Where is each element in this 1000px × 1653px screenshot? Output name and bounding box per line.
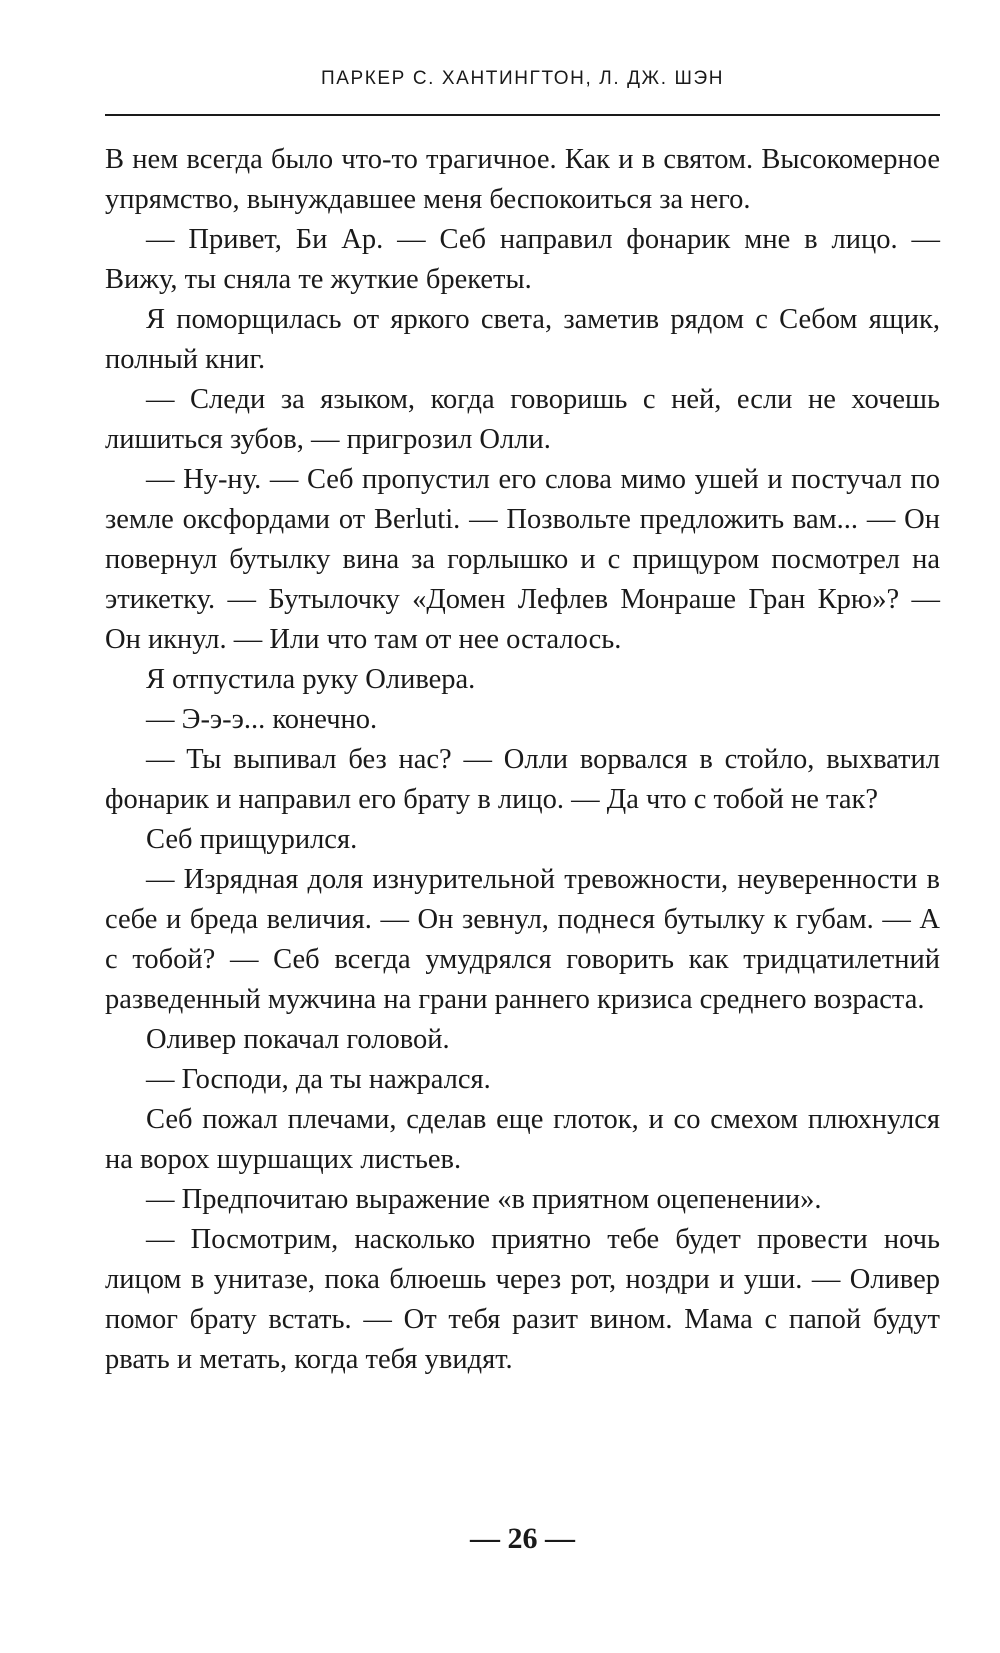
paragraph: — Изрядная доля изнурительной тревожности, неуверенности в себе и бреда величия. — Он зевнул, поднеся бутылку к губам. — А с тобой? — Себ всегда умудрялся говорить как тридцатилетний разведенный мужчина на грани раннего кризиса среднего возраста.: [105, 864, 940, 1015]
paragraph: — Посмотрим, насколько приятно тебе будет провести ночь лицом в унитазе, пока блюешь через рот, ноздри и уши. — Оливер помог брату встать. — От тебя разит вином. Мама с папой будут рвать и метать, когда тебя увидят.: [105, 1224, 940, 1375]
paragraph: Себ прищурился.: [146, 824, 358, 855]
book-page: [105, 0, 940, 1653]
paragraph: Я поморщилась от яркого света, заметив рядом с Себом ящик, полный книг.: [105, 304, 940, 375]
paragraph: В нем всегда было что-то трагичное. Как и в святом. Высокомерное упрямство, вынуждавшее меня беспокоиться за него.: [105, 144, 940, 215]
paragraph: — Следи за языком, когда говоришь с ней, если не хочешь лишиться зубов, — пригрозил Олли.: [105, 384, 940, 455]
paragraph: — Предпочитаю выражение «в приятном оцепенении».: [146, 1184, 822, 1215]
body-text: [105, 140, 940, 1380]
paragraph: — Господи, да ты нажрался.: [146, 1064, 491, 1095]
header-rule: [105, 114, 940, 116]
paragraph: — Привет, Би Ар. — Себ направил фонарик мне в лицо. — Вижу, ты сняла те жуткие брекеты.: [105, 224, 940, 295]
paragraph: Себ пожал плечами, сделав еще глоток, и со смехом плюхнулся на ворох шуршащих листьев.: [105, 1104, 940, 1175]
running-head-authors: ПАРКЕР С. ХАНТИНГТОН, Л. ДЖ. ШЭН: [320, 68, 725, 89]
paragraph: Оливер покачал головой.: [146, 1024, 450, 1055]
paragraph: — Ты выпивал без нас? — Олли ворвался в стойло, выхватил фонарик и направил его брату в лицо. — Да что с тобой не так?: [105, 744, 940, 815]
page-number: — 26 —: [470, 1522, 575, 1555]
paragraph: Я отпустила руку Оливера.: [146, 664, 476, 695]
paragraph: — Э-э-э... конечно.: [146, 704, 378, 735]
paragraph: — Ну-ну. — Себ пропустил его слова мимо ушей и постучал по земле оксфордами от Berluti. — Позвольте предложить вам... — Он повернул бутылку вина за горлышко и с прищуром посмотрел на этикетку. — Бутылочку «Домен Лефлев Монраше Гран Крю»? — Он икнул. — Или что там от нее осталось.: [105, 464, 940, 655]
